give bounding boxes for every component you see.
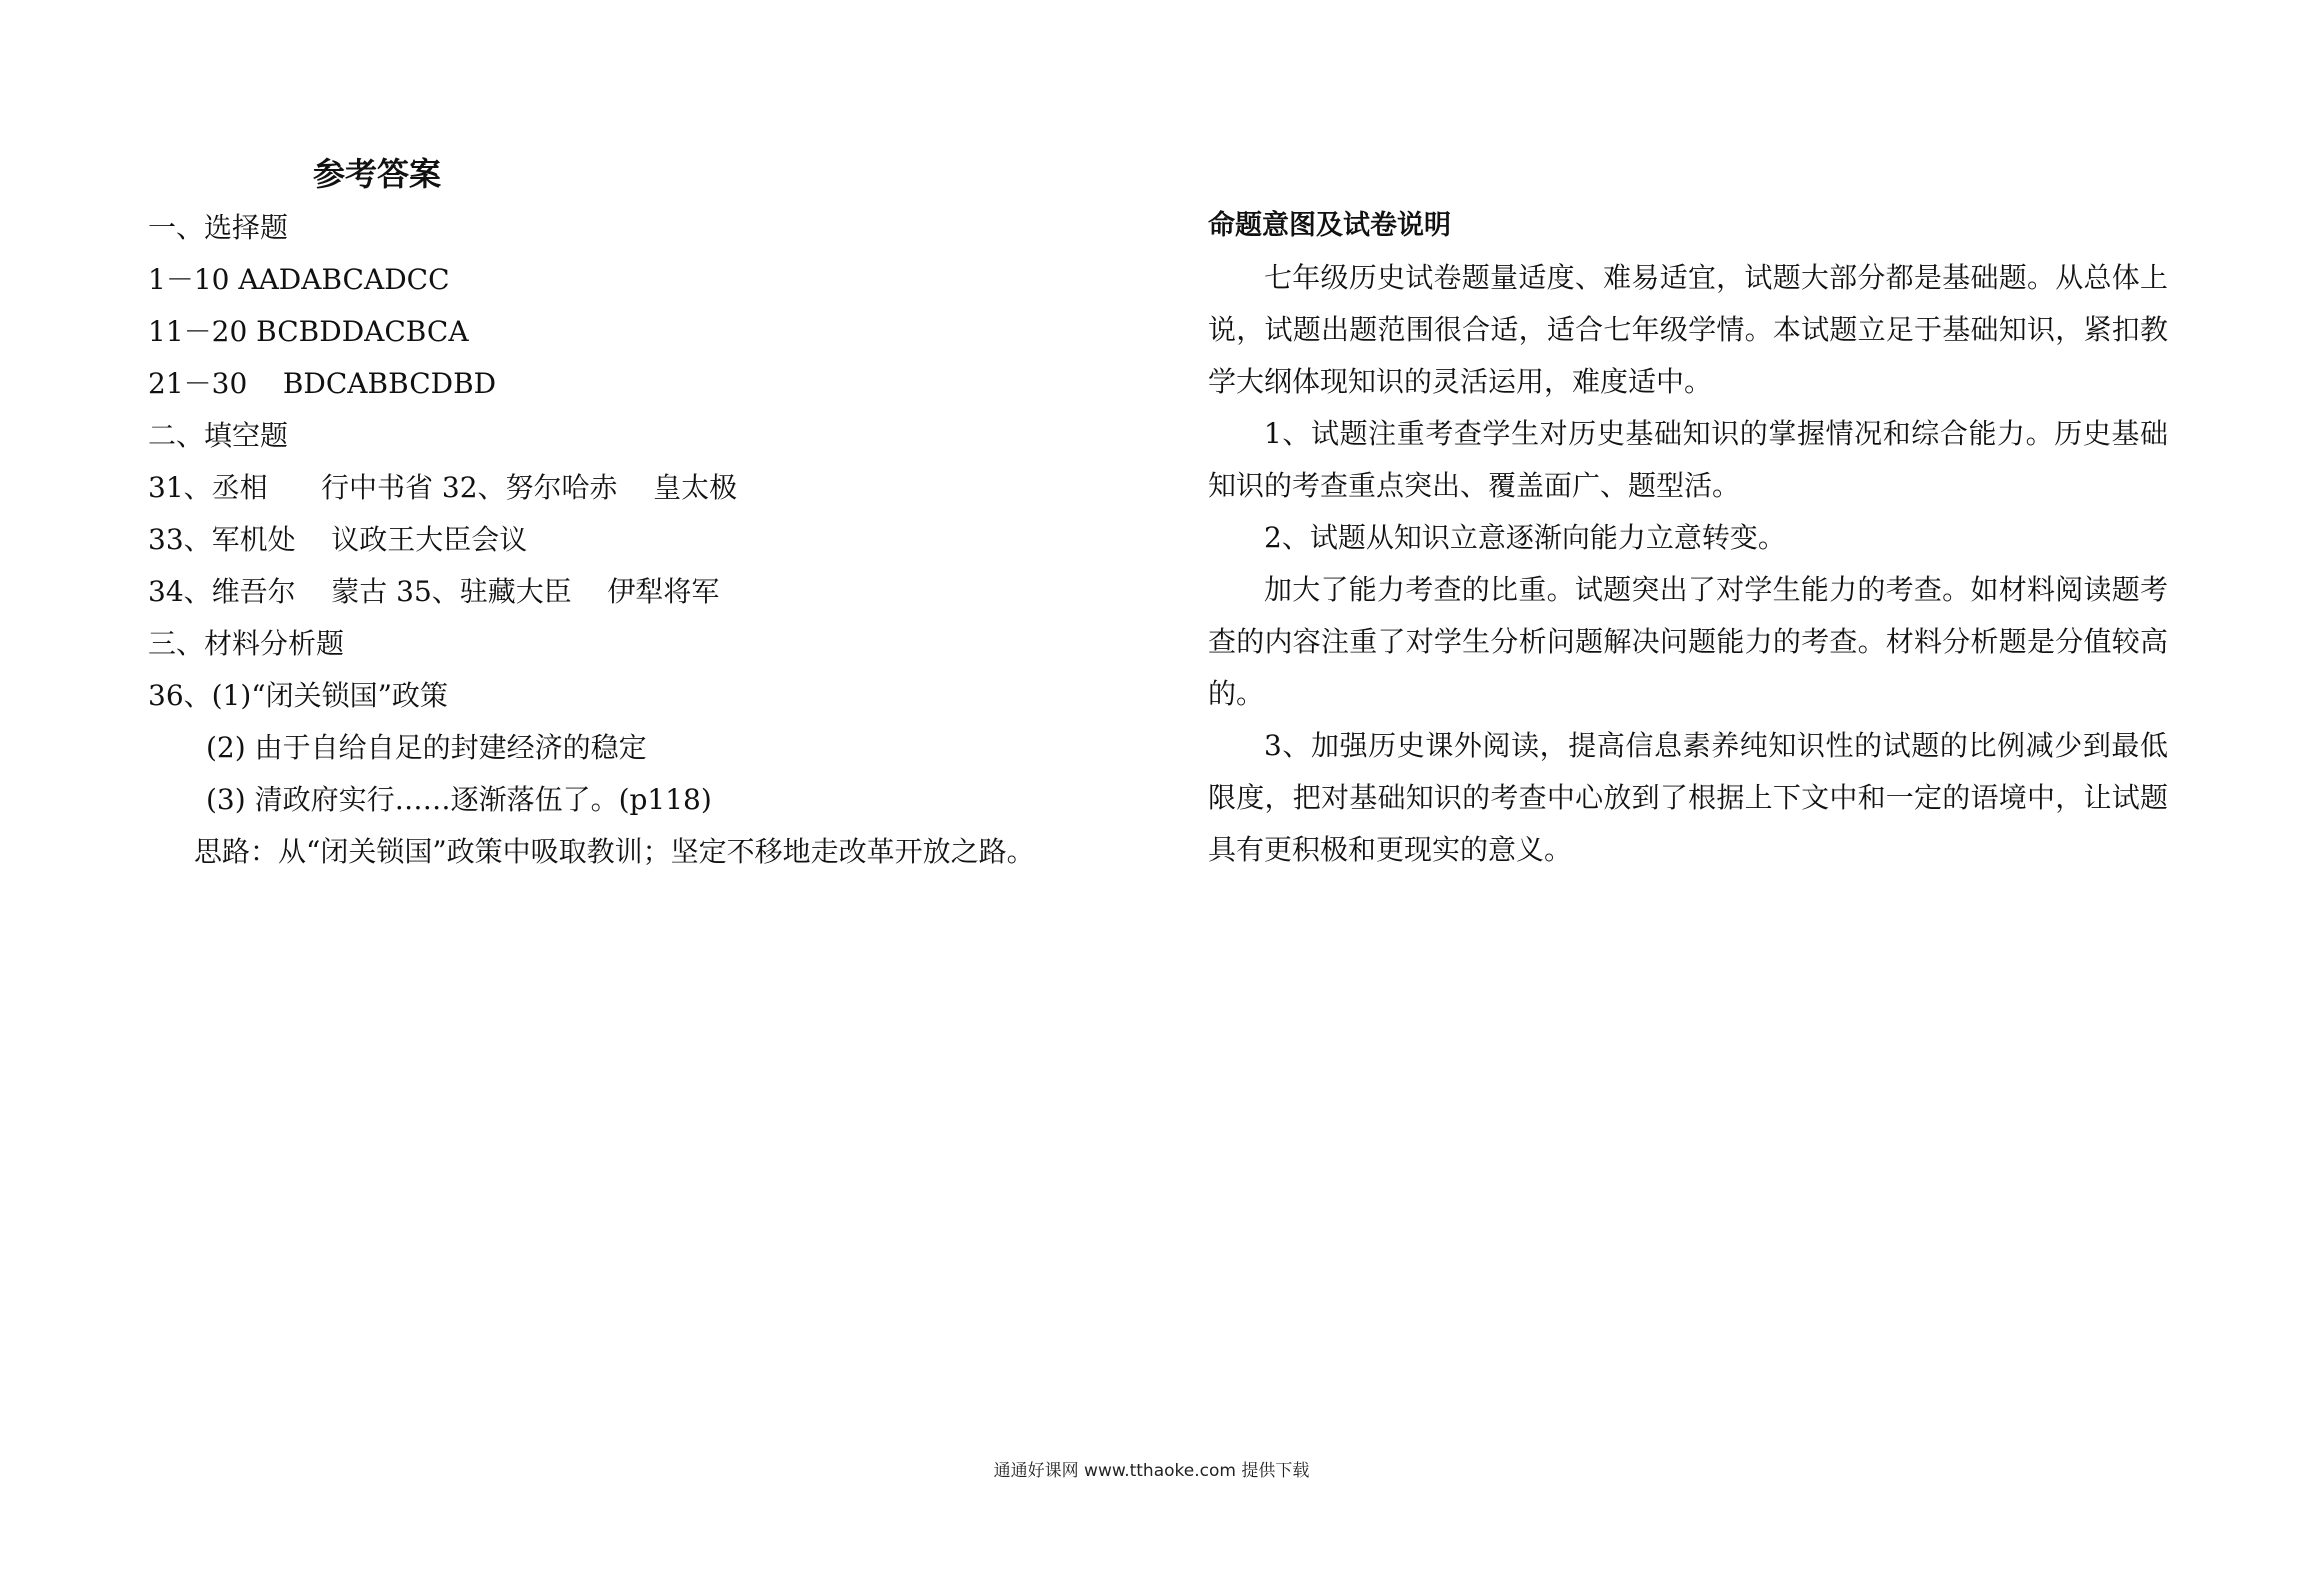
intent-paragraph: 七年级历史试卷题量适度、难易适宜，试题大部分都是基础题。从总体上说，试题出题范围很合适，适合七年级学情。本试题立足于基础知识，紧扣教学大纲体现知识的灵活运用，难度适中。 xyxy=(1208,261,2168,398)
intent-paragraph: 1、试题注重考查学生对历史基础知识的掌握情况和综合能力。历史基础知识的考查重点突出、覆盖面广、题型活。 xyxy=(1208,417,2168,502)
intent-section xyxy=(1208,200,2168,876)
answer-line: 二、填空题 xyxy=(148,419,289,452)
answer-line: 一、选择题 xyxy=(148,211,289,244)
intent-paragraph: 3、加强历史课外阅读，提高信息素养纯知识性的试题的比例减少到最低限度，把对基础知识的考查中心放到了根据上下文中和一定的语境中，让试题具有更积极和更现实的意义。 xyxy=(1208,729,2168,866)
answer-line: 21－30 BDCABBCDBD xyxy=(148,367,497,400)
intent-paragraph: 2、试题从知识立意逐渐向能力立意转变。 xyxy=(1264,521,1786,554)
answer-line: 36、(1)“闭关锁国”政策 xyxy=(148,679,448,712)
answer-line: 31、丞相 行中书省 32、努尔哈赤 皇太极 xyxy=(148,471,738,504)
answer-line: 33、军机处 议政王大臣会议 xyxy=(148,523,528,556)
answer-subline: (3) 清政府实行……逐渐落伍了。(p118) xyxy=(206,783,712,816)
answer-line: 1－10 AADABCADCC xyxy=(148,263,450,296)
answer-line: 11－20 BCBDDACBCA xyxy=(148,315,469,348)
answer-section xyxy=(148,148,1158,878)
answer-subline: (2) 由于自给自足的封建经济的稳定 xyxy=(206,731,647,764)
answer-title: 参考答案 xyxy=(313,155,442,193)
answer-line: 三、材料分析题 xyxy=(148,627,345,660)
intent-title: 命题意图及试卷说明 xyxy=(1208,210,1451,241)
page-footer: 通通好课网 www.tthaoke.com 提供下载 xyxy=(993,1461,1310,1481)
answer-line: 34、维吾尔 蒙古 35、驻藏大臣 伊犁将军 xyxy=(148,575,720,608)
intent-paragraph: 加大了能力考查的比重。试题突出了对学生能力的考查。如材料阅读题考查的内容注重了对学生分析问题解决问题能力的考查。材料分析题是分值较高的。 xyxy=(1208,573,2168,710)
answer-idea: 思路：从“闭关锁国”政策中吸取教训；坚定不移地走改革开放之路。 xyxy=(194,835,1035,868)
